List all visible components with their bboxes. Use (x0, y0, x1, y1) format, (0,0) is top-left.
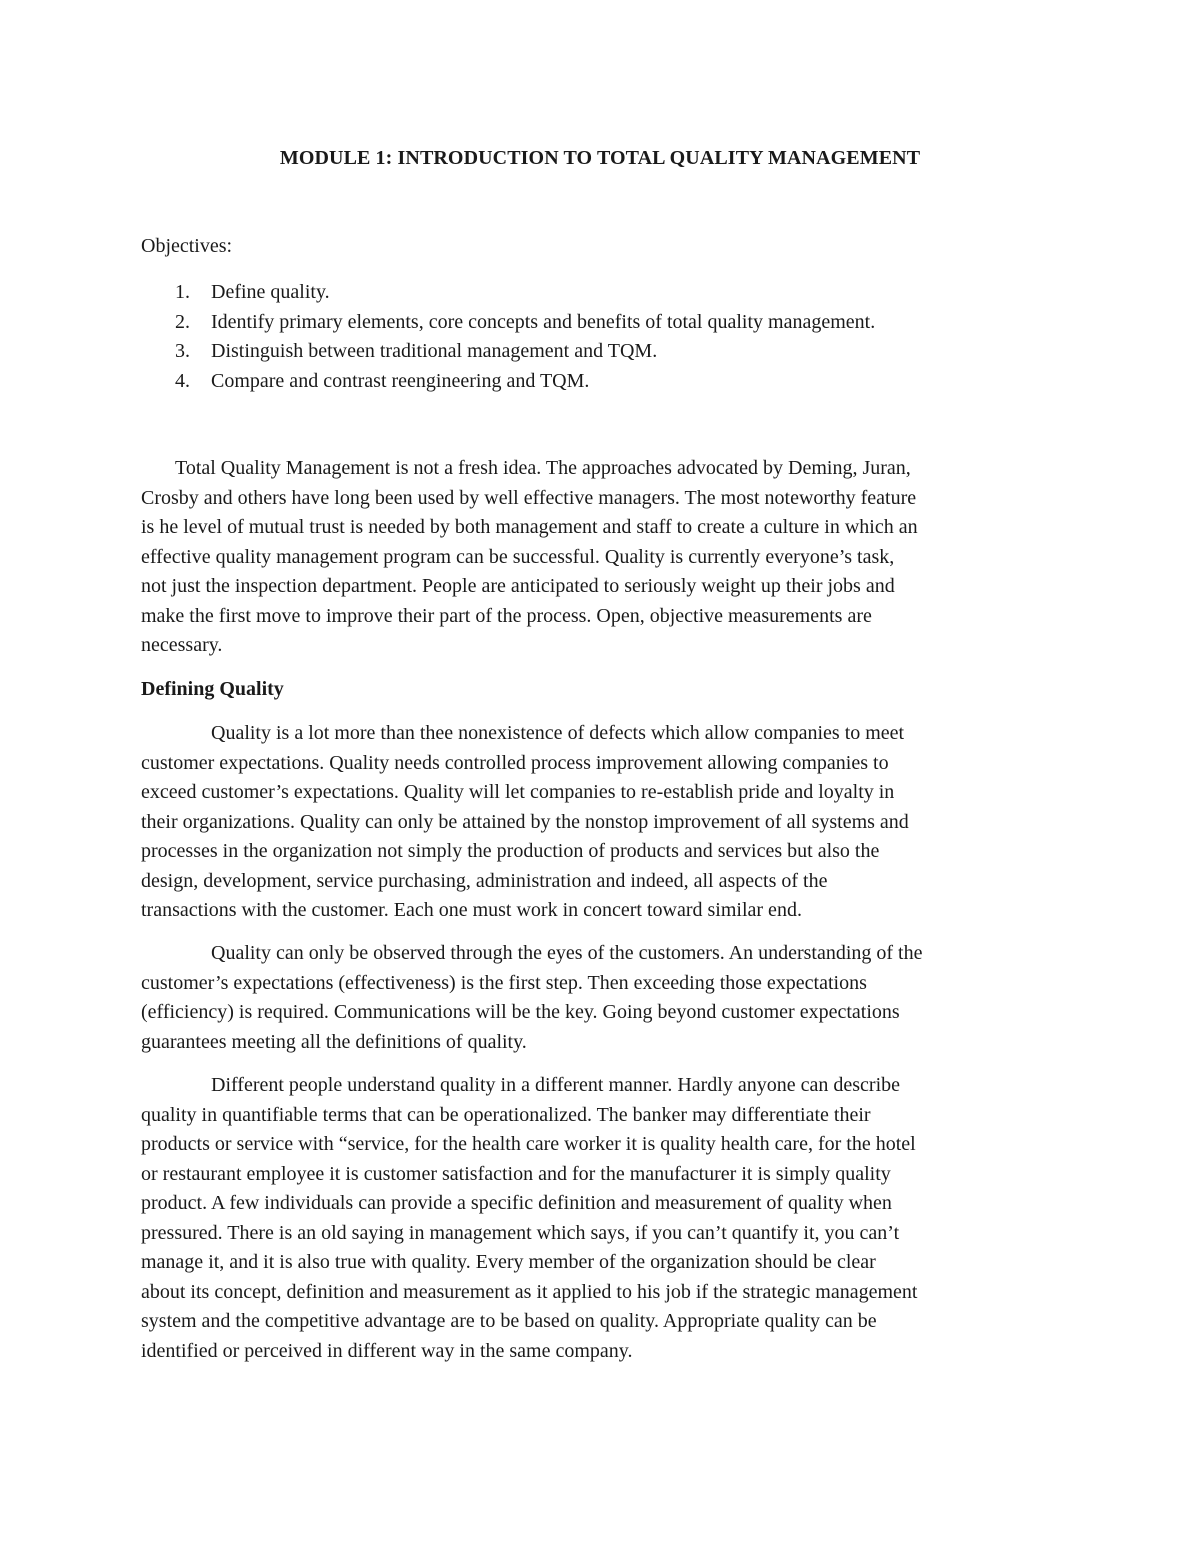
paragraph-line: is he level of mutual trust is needed by both management and staff to create a culture in which an (141, 516, 918, 538)
paragraph-line: product. A few individuals can provide a specific definition and measurement of quality when (141, 1192, 892, 1214)
list-number: 1. (175, 281, 190, 303)
paragraph-line: identified or perceived in different way in the same company. (141, 1339, 633, 1362)
paragraph-line: Crosby and others have long been used by well effective managers. The most noteworthy feature (141, 486, 917, 509)
paragraph-line: their organizations. Quality can only be attained by the nonstop improvement of all systems and (141, 810, 909, 833)
list-item-text: Compare and contrast reengineering and TQM. (211, 369, 590, 392)
paragraph-line: Quality is a lot more than thee nonexistence of defects which allow companies to meet (211, 722, 905, 744)
list-item (141, 367, 875, 397)
defining-quality-paragraph-1 (141, 719, 1061, 926)
paragraph-line: Different people understand quality in a different manner. Hardly anyone can describe (211, 1074, 901, 1096)
paragraph-line: customer expectations. Quality needs controlled process improvement allowing companies to (141, 751, 889, 774)
defining-quality-paragraph-2 (141, 939, 1061, 1057)
paragraph-line: system and the competitive advantage are to be based on quality. Appropriate quality can be (141, 1310, 877, 1332)
list-item-text: Identify primary elements, core concepts and benefits of total quality management. (211, 310, 876, 333)
objectives-label: Objectives: (141, 235, 233, 257)
paragraph-line: manage it, and it is also true with quality. Every member of the organization should be clear (141, 1251, 876, 1273)
paragraph-line: products or service with “service, for the health care worker it is quality health care, for the hotel (141, 1133, 916, 1155)
paragraph-line: make the first move to improve their part of the process. Open, objective measurements are (141, 604, 872, 627)
paragraph-line: or restaurant employee it is customer satisfaction and for the manufacturer it is simply quality (141, 1162, 891, 1185)
paragraph-line: not just the inspection department. People are anticipated to seriously weight up their jobs and (141, 575, 895, 597)
list-item (141, 308, 875, 338)
list-number: 3. (175, 340, 190, 362)
defining-quality-paragraph-3 (141, 1071, 1061, 1366)
paragraph-line: quality in quantifiable terms that can be operationalized. The banker may differentiate their (141, 1103, 871, 1126)
list-item (141, 278, 875, 308)
list-item-text: Distinguish between traditional management and TQM. (211, 340, 658, 362)
paragraph-line: Quality can only be observed through the eyes of the customers. An understanding of the (211, 942, 923, 964)
paragraph-line: design, development, service purchasing, administration and indeed, all aspects of the (141, 869, 828, 892)
section-heading: Defining Quality (141, 678, 284, 700)
paragraph-line: processes in the organization not simply the production of products and services but also the (141, 840, 880, 862)
list-item (141, 337, 875, 367)
paragraph-line: exceed customer’s expectations. Quality will let companies to re-establish pride and loyalty in (141, 781, 895, 803)
list-number: 4. (175, 369, 190, 392)
paragraph-line: necessary. (141, 634, 223, 656)
list-item-text: Define quality. (211, 281, 330, 303)
paragraph-line: Total Quality Management is not a fresh idea. The approaches advocated by Deming, Juran, (175, 457, 911, 479)
paragraph-line: effective quality management program can be successful. Quality is currently everyone’s task, (141, 545, 895, 568)
paragraph-line: pressured. There is an old saying in management which says, if you can’t quantify it, you can’t (141, 1221, 900, 1244)
paragraph-line: (efficiency) is required. Communications will be the key. Going beyond customer expectations (141, 1001, 900, 1023)
paragraph-line: transactions with the customer. Each one must work in concert toward similar end. (141, 899, 802, 921)
paragraph-line: customer’s expectations (effectiveness) is the first step. Then exceeding those expectations (141, 971, 867, 994)
list-number: 2. (175, 310, 190, 333)
page-title: MODULE 1: INTRODUCTION TO TOTAL QUALITY MANAGEMENT (279, 147, 921, 169)
objectives-list (141, 278, 875, 396)
paragraph-line: about its concept, definition and measurement as it applied to his job if the strategic management (141, 1280, 918, 1303)
paragraph-line: guarantees meeting all the definitions of quality. (141, 1030, 527, 1053)
intro-paragraph (141, 454, 1061, 661)
